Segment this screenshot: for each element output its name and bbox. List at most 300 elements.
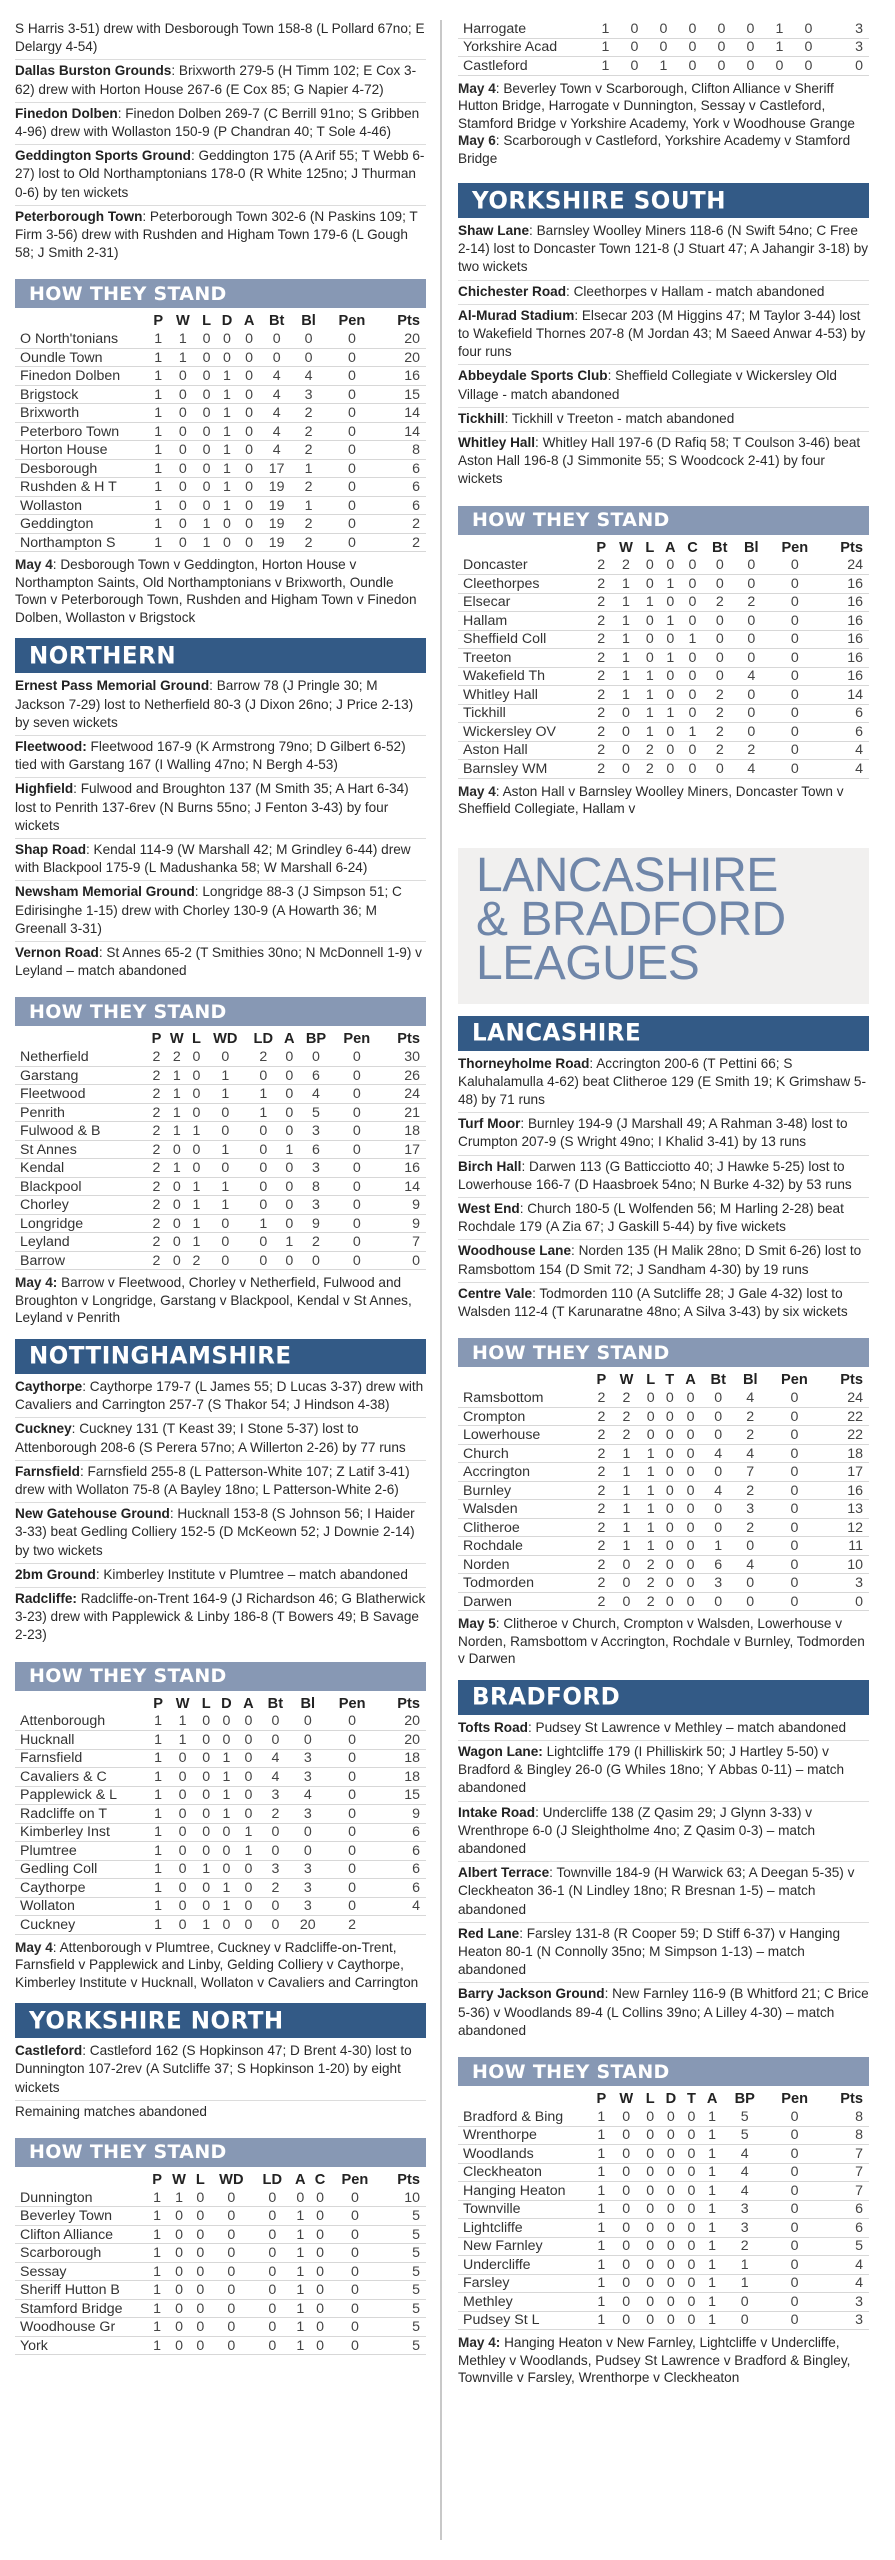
- column-header: W: [169, 1031, 184, 1048]
- stat-cell: 0: [682, 2293, 701, 2312]
- column-header: Bl: [742, 1372, 758, 1389]
- stat-cell: 0: [324, 1897, 380, 1916]
- stat-cell: 0: [215, 1842, 237, 1861]
- stat-cell: 0: [324, 1805, 380, 1824]
- stat-cell: 1: [701, 2293, 723, 2312]
- match-report: [458, 1198, 869, 1240]
- stat-cell: 4: [723, 2145, 766, 2164]
- stat-cell: 0: [192, 2299, 209, 2318]
- stat-cell: 2: [591, 1481, 612, 1500]
- stat-cell: 0: [254, 2244, 290, 2263]
- stat-cell: 0: [215, 1731, 237, 1750]
- stat-cell: 2: [612, 1407, 641, 1426]
- stat-cell: 1: [148, 441, 168, 460]
- stat-cell: 4: [260, 422, 293, 441]
- stat-cell: 1: [591, 2145, 612, 2164]
- stat-cell: 0: [204, 1122, 246, 1141]
- lancashire-fixtures: May 5: Clitheroe v Church, Crompton v Walsden, Lowerhouse v Norden, Ramsbottom v Accrington, Rochdale v Burnley, Todmorden v Darwen: [458, 1616, 865, 1667]
- column-header: W: [175, 1695, 190, 1712]
- stat-cell: 0: [682, 2274, 701, 2293]
- stat-cell: 0: [310, 2189, 330, 2207]
- stat-cell: 0: [612, 2108, 641, 2126]
- stat-cell: 2: [591, 630, 611, 649]
- stat-cell: 0: [216, 348, 238, 367]
- stat-cell: 7: [823, 2145, 869, 2164]
- stat-cell: 1: [148, 1897, 168, 1916]
- stat-cell: 0: [767, 760, 823, 779]
- stat-cell: 1: [290, 2225, 310, 2244]
- column-header: T: [687, 2091, 696, 2108]
- stat-cell: 5: [380, 2225, 426, 2244]
- stat-cell: 1: [641, 1463, 660, 1482]
- table-row: [15, 2281, 426, 2300]
- stat-cell: 19: [260, 478, 293, 497]
- stat-cell: 1: [148, 2336, 166, 2355]
- stat-cell: 0: [660, 1555, 679, 1574]
- table-row: [15, 1768, 426, 1787]
- stat-cell: 0: [209, 2225, 254, 2244]
- stat-cell: 6: [298, 1140, 333, 1159]
- column-header: P: [153, 1695, 163, 1712]
- northants-reports: [15, 0, 426, 265]
- report-text: : Finedon Dolben 269-7 (C Berrill 91no; S Gribben 4-96) drew with Wollaston 150-9 (P Chandran 40; T Sole 4-46): [15, 105, 420, 140]
- ground-name: Abbeydale Sports Club: [458, 368, 608, 384]
- stat-cell: 0: [612, 1555, 641, 1574]
- stat-cell: 0: [612, 2163, 641, 2182]
- column-header: LD: [253, 1031, 273, 1048]
- table-row: [458, 741, 869, 760]
- column-header: D: [665, 2091, 677, 2108]
- stat-cell: 0: [334, 1233, 380, 1252]
- northants-standings-table: [15, 312, 426, 552]
- column-header: Bt: [712, 539, 728, 556]
- stat-cell: 1: [701, 2126, 723, 2145]
- ground-name: Turf Moor: [458, 1116, 521, 1132]
- stat-cell: 0: [204, 1251, 246, 1270]
- stat-cell: 1: [591, 2293, 612, 2312]
- stat-cell: 0: [237, 1879, 259, 1898]
- stat-cell: 1: [148, 1805, 168, 1824]
- section-header-nottinghamshire: NOTTINGHAMSHIRE: [15, 1339, 426, 1374]
- ground-name: Fleetwood:: [15, 739, 87, 755]
- stat-cell: 0: [280, 1251, 298, 1270]
- stat-cell: 0: [168, 385, 197, 404]
- team-name: Clifton Alliance: [15, 2225, 148, 2244]
- team-name: Radcliffe on T: [15, 1805, 148, 1824]
- stat-cell: 0: [259, 1823, 291, 1842]
- stat-cell: 0: [702, 1389, 735, 1407]
- ground-name: Castleford: [15, 2043, 83, 2059]
- stat-cell: 3: [723, 2219, 766, 2238]
- stat-cell: 0: [766, 1518, 823, 1537]
- stat-cell: 0: [681, 704, 703, 723]
- stat-cell: 0: [209, 2318, 254, 2337]
- stat-cell: 0: [238, 533, 260, 552]
- stat-cell: 0: [168, 533, 197, 552]
- column-header: A: [284, 1031, 295, 1048]
- column-header: Pen: [781, 539, 809, 556]
- ground-name: Caythorpe: [15, 1378, 83, 1394]
- stat-cell: 1: [701, 2145, 723, 2164]
- stat-cell: 1: [148, 1749, 168, 1768]
- stat-cell: 0: [168, 367, 197, 386]
- table-row: [15, 1251, 426, 1270]
- table-row: [15, 1103, 426, 1122]
- table-row: [15, 1749, 426, 1768]
- column-header: L: [646, 1372, 656, 1389]
- stat-cell: 0: [679, 1518, 702, 1537]
- stat-cell: 2: [735, 1481, 766, 1500]
- ground-name: Tofts Road: [458, 1719, 528, 1735]
- ground-name: New Gatehouse Ground: [15, 1506, 170, 1522]
- report-text: : Barnsley Woolley Miners 118-6 (N Swift 54no; C Free 2-14) lost to Doncaster Town 121-8 (J Stuart 47; A Jahangir 3-18) by two wickets: [458, 223, 869, 275]
- fixture-date: May 4: [458, 80, 496, 96]
- ground-name: Ernest Pass Memorial Ground: [15, 678, 210, 694]
- stat-cell: 0: [246, 1251, 280, 1270]
- stat-cell: 2: [380, 515, 426, 534]
- yorkshire-south-reports: [458, 220, 869, 492]
- stat-cell: 2: [259, 1879, 291, 1898]
- stat-cell: 1: [165, 1066, 189, 1085]
- stat-cell: 0: [660, 2108, 682, 2126]
- stat-cell: 5: [380, 2244, 426, 2263]
- stat-cell: 2: [736, 593, 767, 612]
- stat-cell: 8: [298, 1177, 333, 1196]
- stat-cell: 1: [197, 1860, 216, 1879]
- stat-cell: 14: [380, 422, 426, 441]
- stat-cell: 2: [293, 478, 324, 497]
- team-name: Townville: [458, 2200, 591, 2219]
- stat-cell: 0: [660, 2145, 682, 2164]
- stat-cell: 0: [612, 2182, 641, 2201]
- stat-cell: 1: [640, 667, 659, 686]
- match-report: [15, 736, 426, 778]
- stat-cell: 0: [168, 441, 197, 460]
- stat-cell: 5: [298, 1103, 333, 1122]
- table-row: [15, 1786, 426, 1805]
- team-name: Darwen: [458, 1592, 591, 1611]
- stat-cell: 0: [612, 1574, 641, 1593]
- stat-cell: 0: [189, 1085, 204, 1104]
- stat-cell: 0: [660, 2256, 682, 2275]
- ground-name: Intake Road: [458, 1804, 536, 1820]
- ground-name: Shap Road: [15, 842, 86, 858]
- stat-cell: 7: [823, 2163, 869, 2182]
- team-name: Treeton: [458, 649, 591, 668]
- report-text: : Brixworth 279-5 (H Timm 102; E Cox 3-62) drew with Horton House 267-6 (E Cox 85; G Napier 4-72): [15, 63, 417, 97]
- stat-cell: 0: [166, 2299, 192, 2318]
- stat-cell: 0: [168, 1897, 197, 1916]
- stat-cell: 0: [681, 593, 703, 612]
- northern-fixtures: May 4: Barrow v Fleetwood, Chorley v Netherfield, Fulwood and Broughton v Longridge, Garstang v Blackpool, Kendal v St Annes, Leyland v Penrith: [15, 1275, 412, 1326]
- stat-cell: 0: [682, 2126, 701, 2145]
- stat-cell: 1: [204, 1196, 246, 1215]
- stat-cell: 20: [380, 348, 426, 367]
- stat-cell: 0: [766, 1389, 823, 1407]
- match-report: [15, 60, 426, 102]
- stat-cell: 1: [148, 1731, 168, 1750]
- stat-cell: 19: [260, 515, 293, 534]
- stat-cell: 1: [148, 515, 168, 534]
- stat-cell: 0: [197, 1823, 216, 1842]
- column-header: Pts: [397, 313, 420, 330]
- team-name: Lowerhouse: [458, 1426, 591, 1445]
- stat-cell: 0: [704, 630, 736, 649]
- report-text: : Castleford 162 (S Hopkinson 47; D Brent 4-30) lost to Dunnington 107-2rev (A Sutcliffe 37; S Hopkinson 1-20) by eight wickets: [15, 2043, 412, 2095]
- stat-cell: 1: [148, 2189, 166, 2207]
- stat-cell: 1: [189, 1214, 204, 1233]
- stat-cell: 2: [246, 1048, 280, 1066]
- report-text: : Elsecar 203 (M Higgins 47; M Taylor 3-44) lost to Wakefield Thornes 207-8 (M Jordan 43; M Saeed Anwar 4-53) by four runs: [458, 307, 866, 360]
- stat-cell: 0: [237, 1805, 259, 1824]
- stat-cell: 2: [591, 1444, 612, 1463]
- stat-cell: 0: [259, 1897, 291, 1916]
- table-row: [458, 1481, 869, 1500]
- yorkshire-north-reports: [15, 2040, 426, 2124]
- stat-cell: 0: [681, 741, 703, 760]
- stat-cell: 1: [148, 385, 168, 404]
- stat-cell: 0: [165, 1233, 189, 1252]
- report-text: : Kimberley Institute v Plumtree – match abandoned: [95, 1566, 408, 1582]
- stat-cell: 0: [237, 1897, 259, 1916]
- banner-line-2: & BRADFORD: [476, 892, 786, 946]
- column-header: L: [192, 1031, 201, 1048]
- stat-cell: 3: [702, 1574, 735, 1593]
- stat-cell: 0: [766, 1537, 823, 1556]
- stat-cell: 9: [380, 1805, 426, 1824]
- report-text: Remaining matches abandoned: [15, 2103, 207, 2119]
- stat-cell: 0: [280, 1196, 298, 1215]
- stat-cell: 0: [380, 1251, 426, 1270]
- column-header: Pen: [341, 2171, 369, 2188]
- stat-cell: 2: [611, 557, 640, 575]
- column-header: Bl: [300, 1695, 316, 1712]
- team-name: Farnsfield: [15, 1749, 148, 1768]
- bradford-fixtures: May 4: Hanging Heaton v New Farnley, Lightcliffe v Undercliffe, Methley v Woodlands, Pudsey St Lawrence v Bradford & Bingley, Townville v Farsley, Wrenthorpe v Cleckheaton: [458, 2335, 851, 2386]
- lancashire-reports: [458, 1053, 869, 1325]
- stat-cell: 14: [380, 404, 426, 423]
- match-report: [15, 18, 426, 60]
- stat-cell: 0: [260, 348, 293, 367]
- stat-cell: 1: [148, 459, 168, 478]
- stat-cell: 0: [324, 1768, 380, 1787]
- table-row: [458, 2200, 869, 2219]
- stat-cell: 0: [612, 2145, 641, 2164]
- team-name: O North'tonians: [15, 330, 148, 348]
- team-name: Hallam: [458, 612, 591, 631]
- notts-reports: [15, 1376, 426, 1648]
- table-row: [458, 2274, 869, 2293]
- ground-name: Shaw Lane: [458, 223, 530, 238]
- stat-cell: 0: [254, 2225, 290, 2244]
- stat-cell: 0: [660, 1518, 679, 1537]
- stat-cell: 0: [766, 2200, 823, 2219]
- team-name: New Farnley: [458, 2237, 591, 2256]
- team-name: Plumtree: [15, 1842, 148, 1861]
- stat-cell: 1: [681, 630, 703, 649]
- stat-cell: 0: [641, 2145, 660, 2164]
- table-row: [458, 704, 869, 723]
- stat-cell: 1: [641, 1518, 660, 1537]
- stat-cell: 16: [380, 367, 426, 386]
- table-row: [458, 2108, 869, 2126]
- stat-cell: 4: [735, 1444, 766, 1463]
- yorkshire-south-standings-header: HOW THEY STAND: [458, 506, 869, 535]
- report-text: : Peterborough Town 302-6 (N Paskins 109; T Firm 3-56) drew with Rushden and Higham Town 179-6 (L Gough 58; J Smith 2-31): [15, 208, 418, 261]
- stat-cell: 14: [380, 1177, 426, 1196]
- team-name: Attenborough: [15, 1713, 148, 1731]
- stat-cell: 3: [291, 1879, 324, 1898]
- table-row: [15, 2189, 426, 2207]
- stat-cell: 6: [380, 496, 426, 515]
- stat-cell: 18: [380, 1768, 426, 1787]
- stat-cell: 1: [591, 57, 620, 76]
- column-header: L: [195, 2171, 205, 2188]
- team-name: Fleetwood: [15, 1085, 148, 1104]
- stat-cell: 4: [298, 1085, 333, 1104]
- stat-cell: 0: [766, 2237, 823, 2256]
- match-report: [15, 1461, 426, 1503]
- stat-cell: 2: [640, 741, 659, 760]
- column-header: W: [175, 313, 190, 330]
- report-text: S Harris 3-51) drew with Desborough Town 158-8 (L Pollard 67no; E Delargy 4-54): [15, 21, 425, 55]
- stat-cell: 0: [330, 2318, 380, 2337]
- stat-cell: 0: [298, 1048, 333, 1066]
- stat-cell: 1: [246, 1085, 280, 1104]
- stat-cell: 0: [324, 422, 380, 441]
- stat-cell: 1: [166, 2189, 192, 2207]
- fixture-text: : Scarborough v Castleford, Yorkshire Academy v Stamford Bridge: [458, 133, 851, 166]
- stat-cell: 0: [197, 1731, 216, 1750]
- team-name: Todmorden: [458, 1574, 591, 1593]
- report-text: Lightcliffe 179 (I Philliskirk 50; J Hartley 5-50) v Bradford & Bingley 26-0 (G Whiles 18no; Y Abbas 0-11) – match abandoned: [458, 1743, 845, 1796]
- team-name: Leyland: [15, 1233, 148, 1252]
- stat-cell: 0: [237, 1713, 259, 1731]
- stat-cell: 1: [640, 593, 659, 612]
- stat-cell: 1: [591, 2182, 612, 2201]
- team-column-header: [15, 1030, 148, 1048]
- stat-cell: 0: [702, 1592, 735, 1611]
- stat-cell: 0: [641, 2219, 660, 2238]
- stat-cell: 0: [330, 2189, 380, 2207]
- stat-cell: 2: [293, 404, 324, 423]
- table-row: [458, 760, 869, 779]
- stat-cell: 1: [148, 367, 168, 386]
- stat-cell: 1: [591, 2200, 612, 2219]
- stat-cell: 2: [148, 1048, 165, 1066]
- match-report: [458, 1741, 869, 1802]
- northern-reports: [15, 675, 426, 983]
- team-name: Finedon Dolben: [15, 367, 148, 386]
- yorkshire-south-fixtures: May 4: Aston Hall v Barnsley Woolley Miners, Doncaster Town v Sheffield Collegiate, Hallam v: [458, 783, 844, 817]
- stat-cell: 0: [678, 57, 707, 76]
- stat-cell: 0: [767, 741, 823, 760]
- notts-standings-table: [15, 1695, 426, 1935]
- table-row: [458, 1555, 869, 1574]
- stat-cell: 0: [766, 1407, 823, 1426]
- stat-cell: 4: [380, 1897, 426, 1916]
- match-report: [15, 103, 426, 145]
- stat-cell: 0: [280, 1214, 298, 1233]
- stat-cell: 0: [681, 557, 703, 575]
- team-name: Sessay: [15, 2262, 148, 2281]
- table-row: [15, 1731, 426, 1750]
- stat-cell: 1: [649, 57, 678, 76]
- stat-cell: 0: [660, 2163, 682, 2182]
- column-header: Bt: [267, 1695, 284, 1712]
- stat-cell: 3: [259, 1786, 291, 1805]
- stat-cell: 0: [736, 649, 767, 668]
- stat-cell: 4: [260, 367, 293, 386]
- stat-cell: 0: [192, 2281, 209, 2300]
- table-row: [15, 1842, 426, 1861]
- team-name: Burnley: [458, 1481, 591, 1500]
- stat-cell: 0: [209, 2244, 254, 2263]
- stat-cell: 0: [197, 1749, 216, 1768]
- stat-cell: 0: [702, 1426, 735, 1445]
- team-name: Cleckheaton: [458, 2163, 591, 2182]
- stat-cell: 5: [380, 2262, 426, 2281]
- stat-cell: 0: [310, 2299, 330, 2318]
- stat-cell: 2: [591, 1592, 612, 1611]
- stat-cell: 13: [823, 1500, 869, 1519]
- table-row: [15, 330, 426, 348]
- table-row: [458, 686, 869, 705]
- column-header: P: [152, 2171, 162, 2188]
- stat-cell: 0: [649, 38, 678, 57]
- stat-cell: 16: [823, 575, 869, 594]
- stat-cell: 16: [823, 667, 869, 686]
- stat-cell: 1: [611, 630, 640, 649]
- team-name: Fulwood & B: [15, 1122, 148, 1141]
- northants-fixtures: May 4: Desborough Town v Geddington, Horton House v Northampton Saints, Old Northamptonians v Brixworth, Oundle Town v Peterborough Town, Rushden and Higham Town v Finedon Dolben, Wollaston v Brigstock: [15, 557, 417, 625]
- team-name: Doncaster: [458, 557, 591, 575]
- team-column-header: [458, 539, 591, 557]
- team-column-header: [15, 2171, 148, 2189]
- stat-cell: 0: [165, 1140, 189, 1159]
- stat-cell: [380, 1916, 426, 1935]
- stat-cell: 0: [640, 649, 659, 668]
- stat-cell: 5: [723, 2108, 766, 2126]
- section-header-lancashire: LANCASHIRE: [458, 1016, 869, 1051]
- stat-cell: 0: [166, 2281, 192, 2300]
- stat-cell: 0: [189, 1159, 204, 1178]
- stat-cell: 0: [238, 422, 260, 441]
- table-row: [458, 612, 869, 631]
- stat-cell: 0: [767, 649, 823, 668]
- table-row: [15, 1214, 426, 1233]
- column-header: W: [619, 1372, 634, 1389]
- stat-cell: 0: [660, 1407, 679, 1426]
- match-report: [458, 1717, 869, 1741]
- ground-name: Cuckney: [15, 1421, 72, 1437]
- stat-cell: 0: [681, 612, 703, 631]
- stat-cell: 2: [591, 1574, 612, 1593]
- table-row: [458, 2293, 869, 2312]
- stat-cell: 1: [611, 612, 640, 631]
- stat-cell: 5: [380, 2207, 426, 2226]
- report-text: : Pudsey St Lawrence v Methley – match abandoned: [527, 1719, 847, 1735]
- stat-cell: 2: [148, 1233, 165, 1252]
- stat-cell: 1: [591, 2108, 612, 2126]
- table-header-row: [458, 2090, 869, 2108]
- stat-cell: 2: [591, 760, 611, 779]
- stat-cell: 10: [380, 2189, 426, 2207]
- stat-cell: 0: [766, 2182, 823, 2201]
- stat-cell: 0: [765, 57, 794, 76]
- column-header: Bt: [710, 1372, 726, 1389]
- stat-cell: 0: [238, 496, 260, 515]
